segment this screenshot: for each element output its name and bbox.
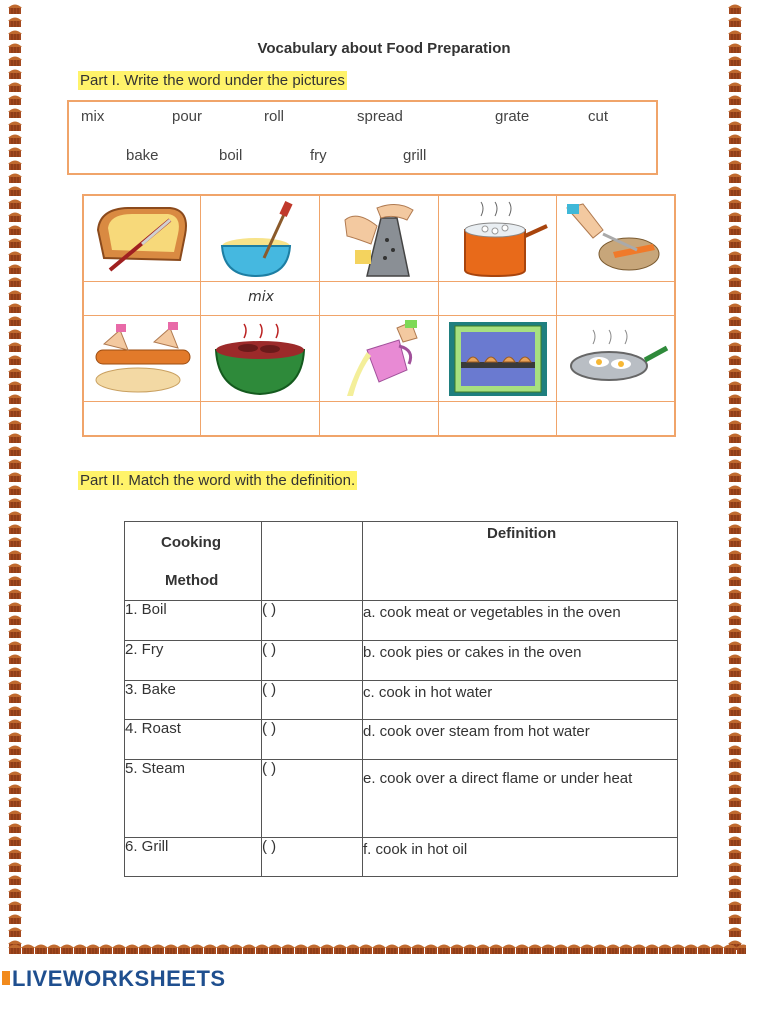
muffin-border-icon bbox=[8, 564, 22, 574]
muffin-border-icon bbox=[216, 945, 230, 955]
muffin-border-icon bbox=[728, 213, 742, 223]
muffin-border-icon bbox=[528, 945, 542, 955]
muffin-border-icon bbox=[728, 850, 742, 860]
liveworksheets-logo[interactable] bbox=[2, 966, 226, 992]
definition-cell: f. cook in hot oil bbox=[363, 838, 678, 877]
muffin-border-icon bbox=[281, 945, 295, 955]
muffin-border-icon bbox=[728, 408, 742, 418]
muffin-border-icon bbox=[8, 603, 22, 613]
muffin-border-icon bbox=[47, 945, 61, 955]
muffin-border-icon bbox=[8, 772, 22, 782]
muffin-border-icon bbox=[728, 174, 742, 184]
muffin-border-icon bbox=[728, 382, 742, 392]
table-row bbox=[125, 641, 678, 681]
muffin-border-icon bbox=[619, 945, 633, 955]
muffin-border-icon bbox=[8, 499, 22, 509]
muffin-border-icon bbox=[8, 551, 22, 561]
muffin-border-icon bbox=[728, 785, 742, 795]
muffin-border-icon bbox=[8, 109, 22, 119]
muffin-border-icon bbox=[8, 824, 22, 834]
muffin-border-icon bbox=[728, 226, 742, 236]
muffin-border-icon bbox=[385, 945, 399, 955]
muffin-border-icon bbox=[728, 499, 742, 509]
word-bank bbox=[67, 100, 658, 175]
muffin-border-icon bbox=[728, 473, 742, 483]
muffin-border-icon bbox=[359, 945, 373, 955]
muffin-border-icon bbox=[8, 798, 22, 808]
muffin-border-icon bbox=[8, 889, 22, 899]
muffin-border-icon bbox=[151, 945, 165, 955]
muffin-border-icon bbox=[728, 460, 742, 470]
muffin-border-icon bbox=[164, 945, 178, 955]
muffin-border-icon bbox=[728, 57, 742, 67]
muffin-border-icon bbox=[728, 629, 742, 639]
muffin-border-icon bbox=[728, 96, 742, 106]
muffin-border-icon bbox=[728, 122, 742, 132]
muffin-border-icon bbox=[728, 837, 742, 847]
method-cell: 4. Roast bbox=[125, 720, 262, 760]
muffin-border-icon bbox=[632, 945, 646, 955]
muffin-border-icon bbox=[489, 945, 503, 955]
muffin-border-icon bbox=[8, 694, 22, 704]
muffin-border-icon bbox=[8, 343, 22, 353]
muffin-border-icon bbox=[8, 525, 22, 535]
word-bank-item: cut bbox=[588, 108, 609, 125]
muffin-border-icon bbox=[728, 759, 742, 769]
muffin-border-icon bbox=[8, 18, 22, 28]
muffin-border-icon bbox=[8, 837, 22, 847]
muffin-border-icon bbox=[8, 733, 22, 743]
muffin-border-icon bbox=[8, 850, 22, 860]
muffin-border-icon bbox=[8, 512, 22, 522]
muffin-border-icon bbox=[567, 945, 581, 955]
match-blank[interactable]: ( ) bbox=[262, 641, 363, 681]
muffin-border-icon bbox=[99, 945, 113, 955]
muffin-border-icon bbox=[645, 945, 659, 955]
muffin-border-icon bbox=[346, 945, 360, 955]
pour-jug-icon bbox=[327, 320, 433, 398]
muffin-border-icon bbox=[34, 945, 48, 955]
muffin-border-icon bbox=[728, 902, 742, 912]
muffin-border-icon bbox=[728, 434, 742, 444]
muffin-border-icon bbox=[8, 785, 22, 795]
bake-oven-icon bbox=[445, 320, 551, 398]
muffin-border-icon bbox=[728, 694, 742, 704]
muffin-border-icon bbox=[728, 525, 742, 535]
muffin-border-icon bbox=[463, 945, 477, 955]
muffin-border-icon bbox=[8, 590, 22, 600]
definition-cell: c. cook in hot water bbox=[363, 681, 678, 720]
muffin-border-icon bbox=[8, 538, 22, 548]
muffin-border-icon bbox=[728, 291, 742, 301]
muffin-border-icon bbox=[728, 278, 742, 288]
match-blank[interactable]: ( ) bbox=[262, 760, 363, 838]
muffin-border-icon bbox=[515, 945, 529, 955]
muffin-border-icon bbox=[728, 798, 742, 808]
muffin-border-icon bbox=[697, 945, 711, 955]
muffin-border-icon bbox=[728, 538, 742, 548]
muffin-border-icon bbox=[723, 945, 737, 955]
muffin-border-icon bbox=[728, 447, 742, 457]
word-bank-item: boil bbox=[219, 147, 243, 164]
muffin-border-icon bbox=[728, 70, 742, 80]
muffin-border-icon bbox=[8, 187, 22, 197]
word-bank-item: spread bbox=[357, 108, 403, 125]
header-definition bbox=[363, 522, 678, 601]
logo-text: LIVEWORKSHEETS bbox=[12, 966, 226, 991]
match-blank[interactable]: ( ) bbox=[262, 720, 363, 760]
muffin-border-icon bbox=[476, 945, 490, 955]
muffin-border-icon bbox=[8, 447, 22, 457]
muffin-border-icon bbox=[8, 902, 22, 912]
table-row bbox=[125, 838, 678, 877]
cut-carrot-icon bbox=[563, 200, 669, 278]
match-blank[interactable]: ( ) bbox=[262, 838, 363, 877]
header-method-line2: Method bbox=[165, 572, 219, 589]
muffin-border-icon bbox=[728, 772, 742, 782]
muffin-border-icon bbox=[190, 945, 204, 955]
muffin-border-icon bbox=[8, 421, 22, 431]
header-blank bbox=[262, 522, 363, 601]
muffin-border-icon bbox=[8, 304, 22, 314]
muffin-border-icon bbox=[728, 655, 742, 665]
muffin-border-icon bbox=[8, 239, 22, 249]
definition-cell: b. cook pies or cakes in the oven bbox=[363, 641, 678, 681]
muffin-border-icon bbox=[21, 945, 35, 955]
muffin-border-icon bbox=[8, 395, 22, 405]
muffin-border-icon bbox=[728, 603, 742, 613]
muffin-border-icon bbox=[8, 876, 22, 886]
muffin-border-icon bbox=[8, 317, 22, 327]
muffin-border-icon bbox=[728, 83, 742, 93]
muffin-border-icon bbox=[8, 945, 22, 955]
muffin-border-icon bbox=[8, 759, 22, 769]
part1-heading-text: Part I. Write the word under the pictures bbox=[80, 72, 345, 89]
muffin-border-icon bbox=[728, 486, 742, 496]
muffin-border-icon bbox=[8, 720, 22, 730]
muffin-border-icon bbox=[8, 330, 22, 340]
muffin-border-icon bbox=[255, 945, 269, 955]
muffin-border-icon bbox=[8, 291, 22, 301]
muffin-border-icon bbox=[8, 265, 22, 275]
picture-grid bbox=[82, 194, 676, 437]
muffin-border-icon bbox=[8, 200, 22, 210]
muffin-border-icon bbox=[8, 408, 22, 418]
stew-pot-icon bbox=[208, 320, 314, 398]
muffin-border-icon bbox=[710, 945, 724, 955]
muffin-border-icon bbox=[728, 395, 742, 405]
muffin-border-icon bbox=[8, 252, 22, 262]
muffin-border-icon bbox=[8, 213, 22, 223]
muffin-border-icon bbox=[268, 945, 282, 955]
muffin-border-icon bbox=[203, 945, 217, 955]
match-blank[interactable]: ( ) bbox=[262, 601, 363, 641]
decorative-border-bottom bbox=[4, 938, 746, 960]
muffin-border-icon bbox=[728, 369, 742, 379]
muffin-border-icon bbox=[728, 135, 742, 145]
muffin-border-icon bbox=[320, 945, 334, 955]
header-cooking-method bbox=[125, 522, 262, 601]
muffin-border-icon bbox=[8, 356, 22, 366]
match-blank[interactable]: ( ) bbox=[262, 681, 363, 720]
muffin-border-icon bbox=[728, 161, 742, 171]
muffin-border-icon bbox=[8, 681, 22, 691]
muffin-border-icon bbox=[728, 863, 742, 873]
muffin-border-icon bbox=[580, 945, 594, 955]
muffin-border-icon bbox=[8, 486, 22, 496]
header-definition-text: Definition bbox=[487, 525, 557, 542]
muffin-border-icon bbox=[8, 863, 22, 873]
muffin-border-icon bbox=[8, 70, 22, 80]
logo-mark-icon bbox=[2, 971, 10, 985]
muffin-border-icon bbox=[728, 707, 742, 717]
muffin-border-icon bbox=[8, 161, 22, 171]
muffin-border-icon bbox=[372, 945, 386, 955]
muffin-border-icon bbox=[8, 746, 22, 756]
muffin-border-icon bbox=[8, 96, 22, 106]
part1-heading bbox=[78, 72, 347, 90]
word-bank-item: bake bbox=[126, 147, 159, 164]
muffin-border-icon bbox=[728, 642, 742, 652]
muffin-border-icon bbox=[229, 945, 243, 955]
muffin-border-icon bbox=[8, 226, 22, 236]
muffin-border-icon bbox=[658, 945, 672, 955]
boil-pot-icon bbox=[445, 200, 551, 278]
muffin-border-icon bbox=[728, 421, 742, 431]
muffin-border-icon bbox=[728, 889, 742, 899]
muffin-border-icon bbox=[8, 31, 22, 41]
definition-cell: e. cook over a direct flame or under heat bbox=[363, 760, 678, 838]
part2-heading-text: Part II. Match the word with the definition. bbox=[80, 472, 356, 489]
definition-cell: d. cook over steam from hot water bbox=[363, 720, 678, 760]
muffin-border-icon bbox=[728, 330, 742, 340]
muffin-border-icon bbox=[8, 811, 22, 821]
muffin-border-icon bbox=[606, 945, 620, 955]
spread-bread-icon bbox=[90, 200, 196, 278]
muffin-border-icon bbox=[728, 512, 742, 522]
muffin-border-icon bbox=[728, 109, 742, 119]
muffin-border-icon bbox=[684, 945, 698, 955]
mix-bowl-icon bbox=[208, 200, 314, 278]
muffin-border-icon bbox=[728, 811, 742, 821]
muffin-border-icon bbox=[8, 915, 22, 925]
muffin-border-icon bbox=[728, 681, 742, 691]
muffin-border-icon bbox=[728, 928, 742, 938]
muffin-border-icon bbox=[728, 590, 742, 600]
muffin-border-icon bbox=[728, 577, 742, 587]
method-cell: 1. Boil bbox=[125, 601, 262, 641]
decorative-border-left bbox=[4, 0, 26, 950]
muffin-border-icon bbox=[728, 31, 742, 41]
muffin-border-icon bbox=[8, 382, 22, 392]
muffin-border-icon bbox=[541, 945, 555, 955]
roll-dough-icon bbox=[90, 320, 196, 398]
muffin-border-icon bbox=[728, 356, 742, 366]
muffin-border-icon bbox=[125, 945, 139, 955]
table-row bbox=[125, 760, 678, 838]
decorative-border-right bbox=[724, 0, 746, 950]
muffin-border-icon bbox=[8, 148, 22, 158]
muffin-border-icon bbox=[8, 122, 22, 132]
answer-blank[interactable]: mix bbox=[248, 289, 274, 305]
muffin-border-icon bbox=[8, 135, 22, 145]
muffin-border-icon bbox=[728, 5, 742, 15]
table-row bbox=[125, 681, 678, 720]
muffin-border-icon bbox=[728, 317, 742, 327]
muffin-border-icon bbox=[593, 945, 607, 955]
muffin-border-icon bbox=[728, 551, 742, 561]
muffin-border-icon bbox=[8, 616, 22, 626]
muffin-border-icon bbox=[736, 945, 746, 955]
word-bank-item: pour bbox=[172, 108, 203, 125]
muffin-border-icon bbox=[8, 369, 22, 379]
muffin-border-icon bbox=[728, 187, 742, 197]
muffin-border-icon bbox=[728, 252, 742, 262]
muffin-border-icon bbox=[8, 83, 22, 93]
muffin-border-icon bbox=[728, 148, 742, 158]
muffin-border-icon bbox=[728, 564, 742, 574]
muffin-border-icon bbox=[728, 824, 742, 834]
muffin-border-icon bbox=[424, 945, 438, 955]
muffin-border-icon bbox=[60, 945, 74, 955]
muffin-border-icon bbox=[242, 945, 256, 955]
muffin-border-icon bbox=[8, 460, 22, 470]
muffin-border-icon bbox=[728, 668, 742, 678]
muffin-border-icon bbox=[177, 945, 191, 955]
muffin-border-icon bbox=[8, 642, 22, 652]
table-header-row bbox=[125, 522, 678, 601]
muffin-border-icon bbox=[8, 707, 22, 717]
muffin-border-icon bbox=[728, 239, 742, 249]
muffin-border-icon bbox=[450, 945, 464, 955]
muffin-border-icon bbox=[8, 629, 22, 639]
method-cell: 6. Grill bbox=[125, 838, 262, 877]
table-row bbox=[125, 601, 678, 641]
muffin-border-icon bbox=[728, 304, 742, 314]
word-bank-item: grate bbox=[495, 108, 530, 125]
muffin-border-icon bbox=[86, 945, 100, 955]
muffin-border-icon bbox=[728, 265, 742, 275]
muffin-border-icon bbox=[8, 928, 22, 938]
muffin-border-icon bbox=[728, 200, 742, 210]
matching-table bbox=[124, 521, 678, 877]
muffin-border-icon bbox=[138, 945, 152, 955]
muffin-border-icon bbox=[728, 733, 742, 743]
page-title: Vocabulary about Food Preparation bbox=[257, 40, 511, 57]
muffin-border-icon bbox=[8, 473, 22, 483]
muffin-border-icon bbox=[8, 57, 22, 67]
muffin-border-icon bbox=[728, 876, 742, 886]
muffin-border-icon bbox=[502, 945, 516, 955]
muffin-border-icon bbox=[728, 720, 742, 730]
muffin-border-icon bbox=[333, 945, 347, 955]
muffin-border-icon bbox=[8, 577, 22, 587]
word-bank-item: fry bbox=[310, 147, 327, 164]
muffin-border-icon bbox=[554, 945, 568, 955]
definition-cell: a. cook meat or vegetables in the oven bbox=[363, 601, 678, 641]
part2-heading bbox=[78, 472, 357, 490]
muffin-border-icon bbox=[728, 746, 742, 756]
word-bank-item: grill bbox=[403, 147, 427, 164]
method-cell: 5. Steam bbox=[125, 760, 262, 838]
muffin-border-icon bbox=[398, 945, 412, 955]
muffin-border-icon bbox=[8, 5, 22, 15]
muffin-border-icon bbox=[112, 945, 126, 955]
muffin-border-icon bbox=[8, 174, 22, 184]
muffin-border-icon bbox=[728, 18, 742, 28]
table-row bbox=[125, 720, 678, 760]
muffin-border-icon bbox=[728, 343, 742, 353]
method-cell: 2. Fry bbox=[125, 641, 262, 681]
header-method-line1: Cooking bbox=[161, 534, 221, 551]
grate-icon bbox=[327, 200, 433, 278]
muffin-border-icon bbox=[671, 945, 685, 955]
muffin-border-icon bbox=[8, 434, 22, 444]
muffin-border-icon bbox=[8, 278, 22, 288]
muffin-border-icon bbox=[294, 945, 308, 955]
muffin-border-icon bbox=[437, 945, 451, 955]
muffin-border-icon bbox=[307, 945, 321, 955]
muffin-border-icon bbox=[728, 616, 742, 626]
muffin-border-icon bbox=[8, 668, 22, 678]
word-bank-item: roll bbox=[264, 108, 285, 125]
muffin-border-icon bbox=[8, 655, 22, 665]
fry-pan-icon bbox=[563, 320, 669, 398]
method-cell: 3. Bake bbox=[125, 681, 262, 720]
muffin-border-icon bbox=[73, 945, 87, 955]
muffin-border-icon bbox=[411, 945, 425, 955]
word-bank-item: mix bbox=[81, 108, 105, 125]
muffin-border-icon bbox=[728, 915, 742, 925]
